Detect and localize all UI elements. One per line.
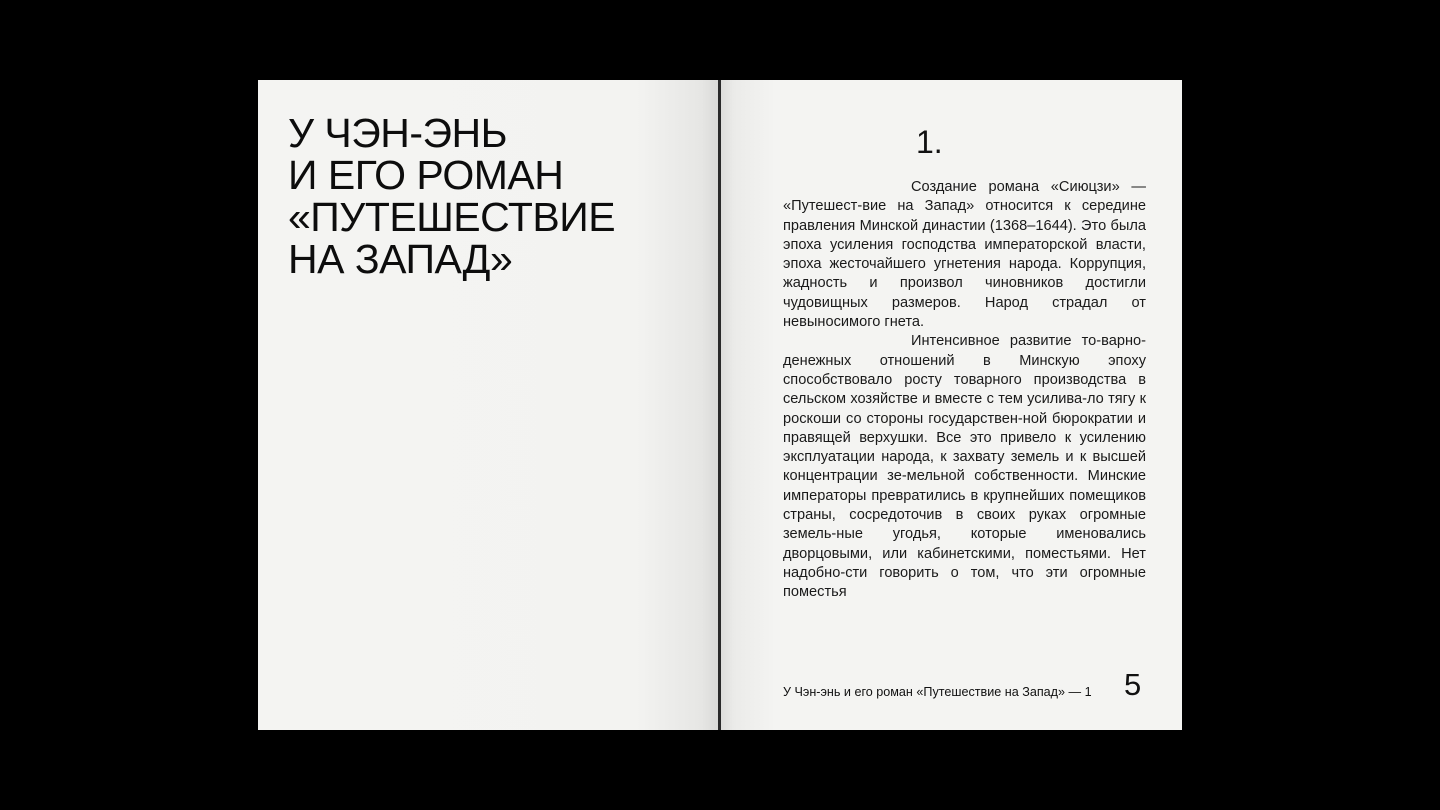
book-spread <box>258 80 1182 730</box>
left-page <box>258 80 720 730</box>
title-line: НА ЗАПАД» <box>288 236 513 282</box>
book-gutter <box>718 80 721 730</box>
book-title <box>288 112 615 280</box>
paragraph: Интенсивное развитие то-варно-денежных отношений в Минскую эпоху способствовало росту товарного производства в сельском хозяйстве и вместе с тем усилива-ло тягу к роскоши со стороны государствен-ной бюрократии и правящей верхушки. Все это привело к усилению эксплуатации народа, к захвату земель и к высшей концентрации зе-мельной собственности. Минские императоры превратились в крупнейших помещиков страны, сосредоточив в своих руках огромные земель-ные угодья, которые именовались дворцовыми, или кабинетскими, поместьями. Нет надобно-сти говорить о том, что эти огромные поместья <box>783 333 1146 601</box>
paragraph: Создание романа «Сиюцзи» — «Путешест-вие на Запад» относится к середине правления Минской династии (1368–1644). Это была эпоха усиления господства императорской власти, эпоха жесточайшего угнетения народа. Коррупция, жадность и произвол чиновников достигли чудовищных размеров. Народ страдал от невыносимого гнета. <box>783 179 1146 331</box>
chapter-body-text <box>783 178 1146 603</box>
right-page <box>720 80 1182 730</box>
chapter-number: 1. <box>916 124 943 160</box>
page-number: 5 <box>1124 667 1142 702</box>
title-line: «ПУТЕШЕСТВИЕ <box>288 194 616 240</box>
title-line: У ЧЭН-ЭНЬ <box>288 110 507 156</box>
title-line: И ЕГО РОМАН <box>288 152 564 198</box>
running-footer: У Чэн-энь и его роман «Путешествие на Запад» — 1 <box>783 685 1092 699</box>
